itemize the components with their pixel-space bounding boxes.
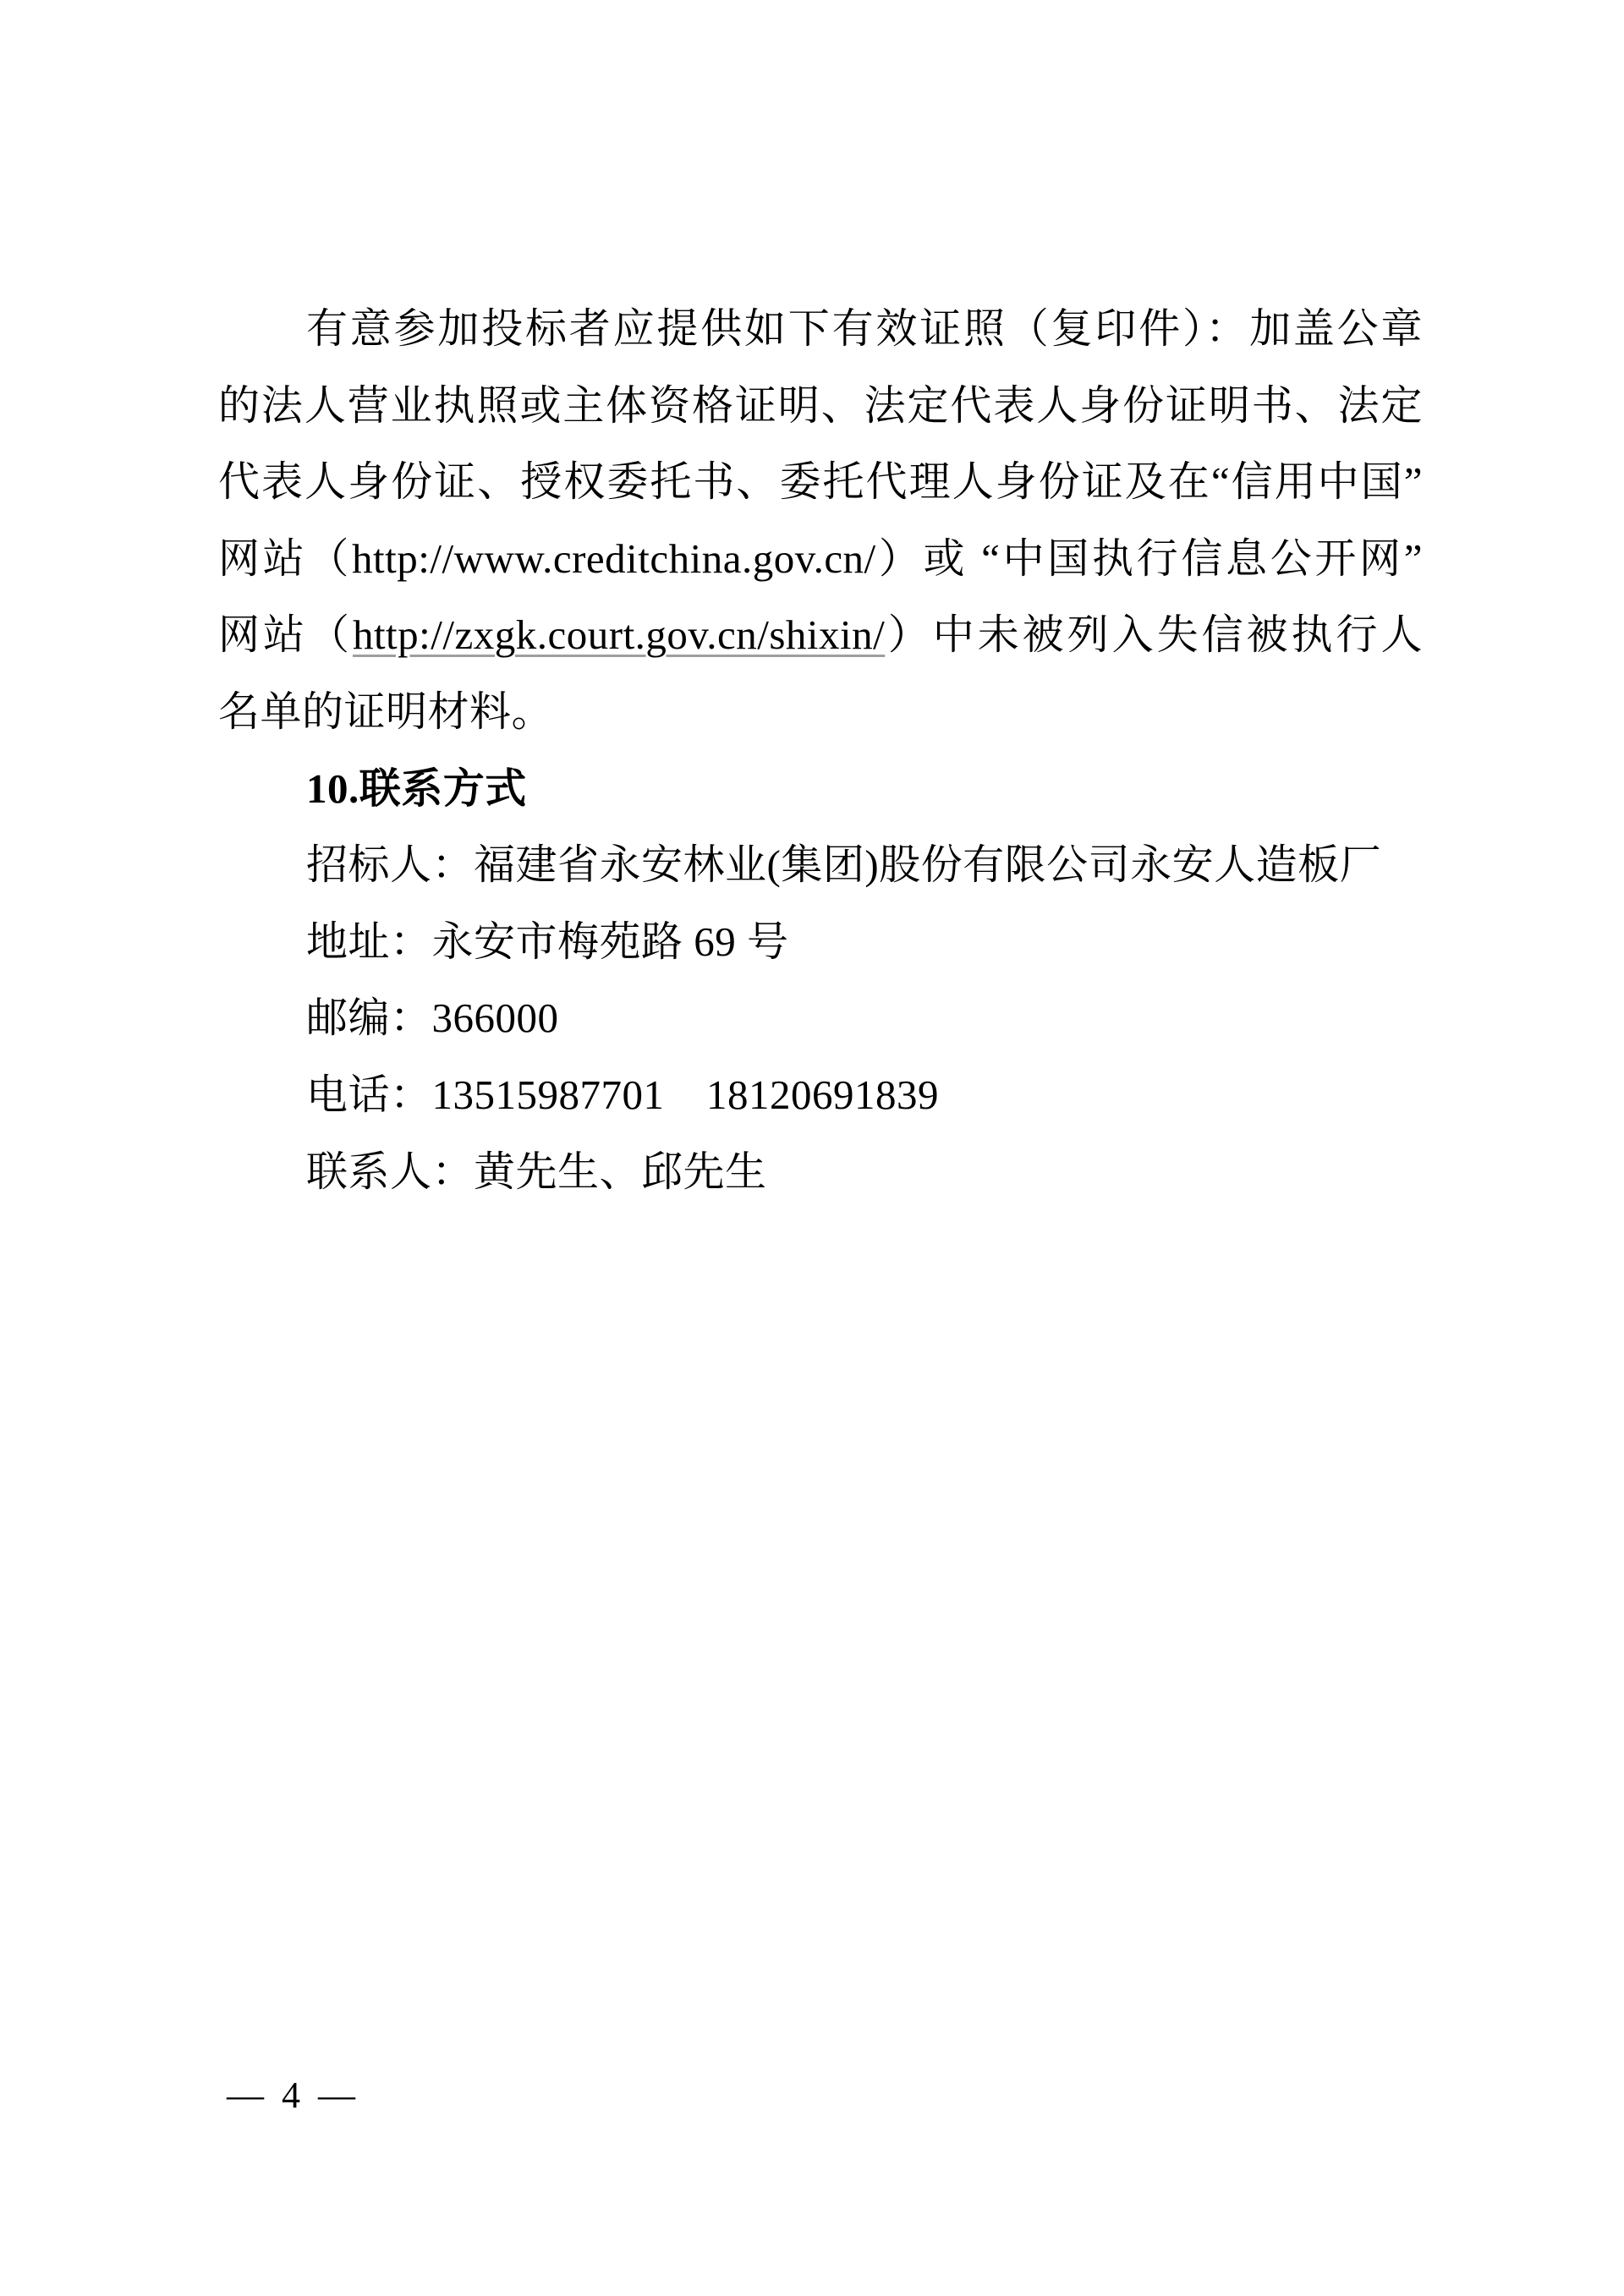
phone-line: 电话：13515987701 18120691839 — [306, 1071, 940, 1118]
intro-line-3: 代表人身份证、授权委托书、委托代理人身份证及在“信用中国” — [218, 458, 1423, 506]
intro-line-2: 的法人营业执照或主体资格证明、法定代表人身份证明书、法定 — [218, 381, 1423, 429]
contacts-line: 联系人：黄先生、邱先生 — [306, 1148, 767, 1195]
intro-line-5-prefix: 网站（ — [218, 611, 353, 659]
page-number: — 4 — — [227, 2074, 355, 2116]
intro-line-4 — [218, 521, 1423, 598]
address-line: 地址：永安市梅苑路 69 号 — [306, 918, 789, 965]
intro-line-6: 名单的证明材料。 — [218, 688, 554, 735]
intro-line-5-suffix: ）中未被列入失信被执行人 — [885, 611, 1423, 659]
intro-line-4-suffix: ）或 “中国执行信息公开网” — [875, 534, 1423, 582]
intro-line-1: 有意参加投标者应提供如下有效证照（复印件）：加盖公章 — [306, 305, 1423, 352]
postcode-line: 邮编：366000 — [306, 995, 559, 1042]
intro-line-4-prefix: 网站（ — [218, 534, 353, 582]
creditchina-url: http://www.creditchina.gov.cn/ — [352, 534, 876, 582]
contact-section-heading: 10.联系方式 — [306, 764, 527, 812]
court-shixin-url-link[interactable]: http://zxgk.court.gov.cn/shixin/ — [352, 611, 886, 659]
bidder-line: 招标人：福建省永安林业(集团)股份有限公司永安人造板厂 — [306, 841, 1382, 889]
intro-line-5 — [218, 597, 1423, 674]
document-body — [218, 291, 1423, 1210]
